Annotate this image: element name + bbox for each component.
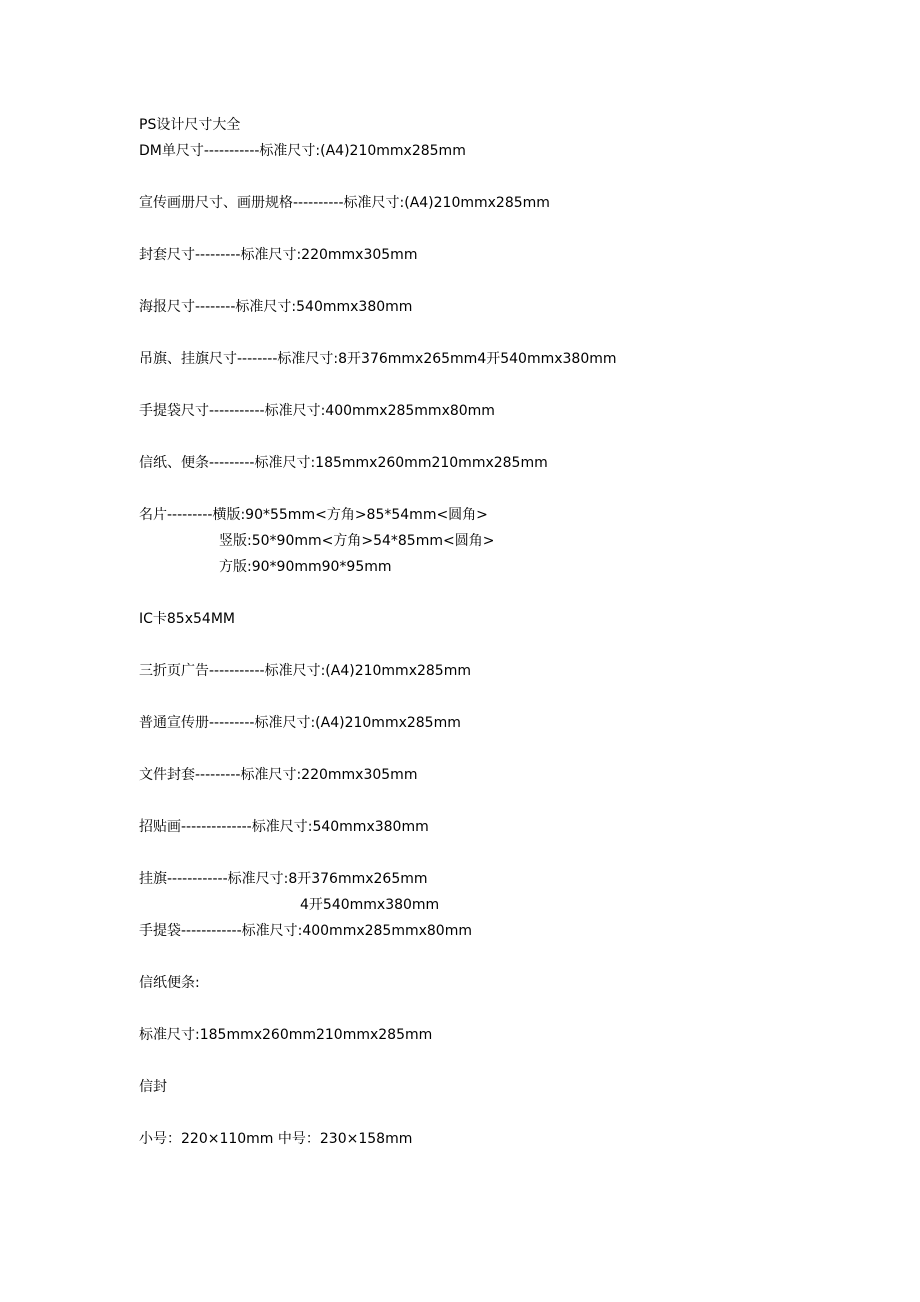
text-line: DM单尺寸-----------标准尺寸:(A4)210mmx285mm (139, 143, 466, 159)
text-line: 挂旗------------标准尺寸:8开376mmx265mm (139, 871, 428, 887)
text-line: 普通宣传册---------标准尺寸:(A4)210mmx285mm (139, 715, 461, 731)
text-line: 标准尺寸:185mmx260mm210mmx285mm (139, 1027, 433, 1043)
text-line: 吊旗、挂旗尺寸--------标准尺寸:8开376mmx265mm4开540mmx380mm (139, 351, 617, 367)
text-line: 手提袋------------标准尺寸:400mmx285mmx80mm (139, 923, 472, 939)
text-line: 封套尺寸---------标准尺寸:220mmx305mm (139, 247, 418, 263)
text-line: 信封 (139, 1079, 167, 1095)
text-line: 名片---------横版:90*55mm<方角>85*54mm<圆角> (139, 507, 488, 523)
text-line: IC卡85x54MM (139, 611, 235, 627)
text-line: 小号：220×110mm 中号：230×158mm (139, 1131, 413, 1147)
text-line: 三折页广告-----------标准尺寸:(A4)210mmx285mm (139, 663, 471, 679)
text-line: 文件封套---------标准尺寸:220mmx305mm (139, 767, 418, 783)
text-line: 信纸便条: (139, 975, 200, 991)
text-line: 海报尺寸--------标准尺寸:540mmx380mm (139, 299, 413, 315)
text-line-indented: 方版:90*90mm90*95mm (219, 559, 392, 575)
text-line-indented: 4开540mmx380mm (300, 897, 440, 913)
text-line: 手提袋尺寸-----------标准尺寸:400mmx285mmx80mm (139, 403, 495, 419)
document-title: PS设计尺寸大全 (139, 117, 241, 133)
text-line: 招贴画--------------标准尺寸:540mmx380mm (139, 819, 429, 835)
text-line-indented: 竖版:50*90mm<方角>54*85mm<圆角> (219, 533, 495, 549)
text-line: 信纸、便条---------标准尺寸:185mmx260mm210mmx285mm (139, 455, 548, 471)
text-line: 宣传画册尺寸、画册规格----------标准尺寸:(A4)210mmx285mm (139, 195, 550, 211)
